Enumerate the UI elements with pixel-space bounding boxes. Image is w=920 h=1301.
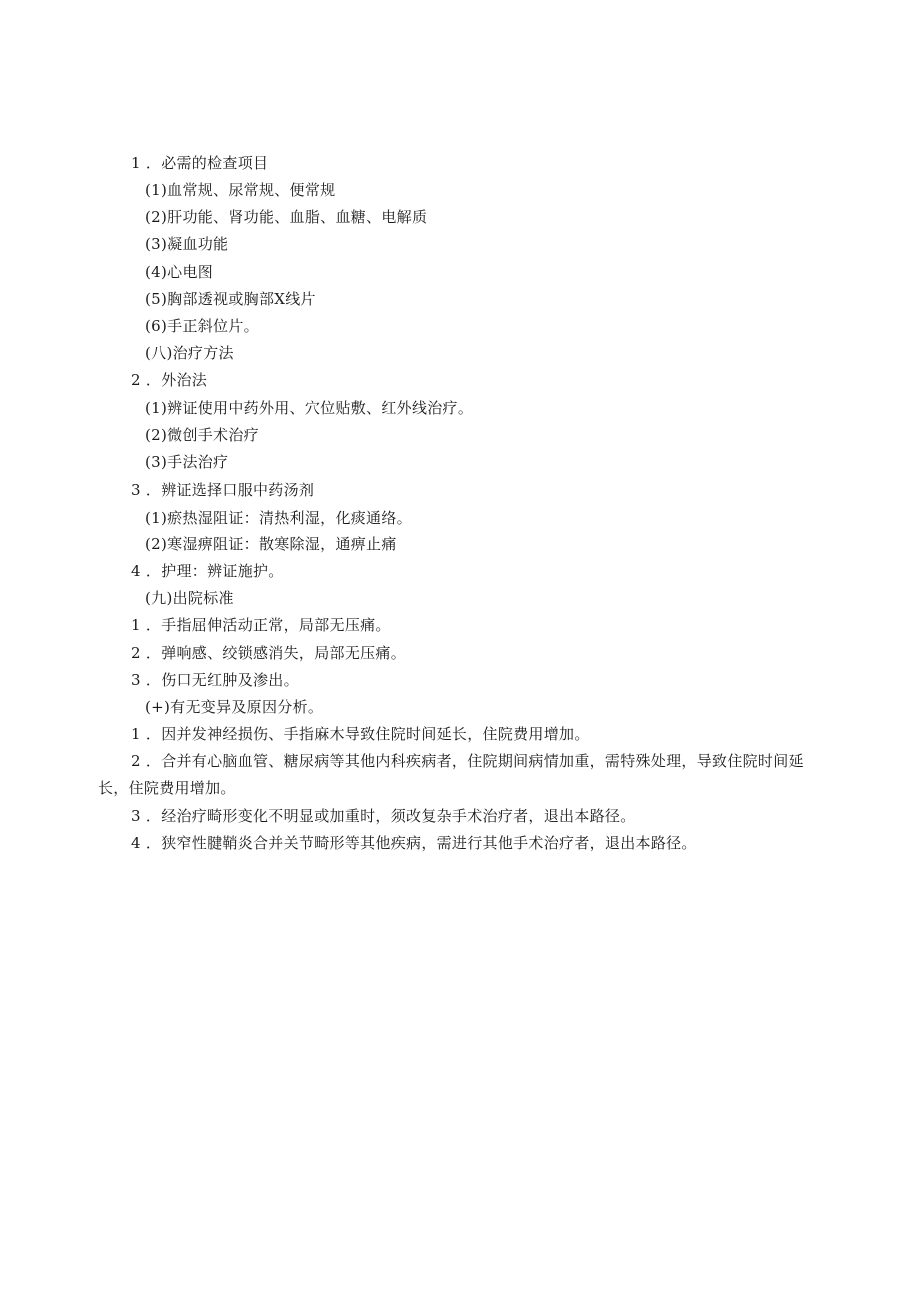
list-item: 1 ．手指屈伸活动正常，局部无压痛。 xyxy=(131,616,391,634)
list-item: 2 ．弹响感、绞锁感消失，局部无压痛。 xyxy=(131,644,407,662)
list-item: (1)瘀热湿阻证：清热利湿，化痰通络。 xyxy=(145,509,412,527)
section-heading-treatment: (八)治疗方法 xyxy=(145,344,234,362)
list-item: (6)手正斜位片。 xyxy=(145,317,259,335)
list-item: (2)微创手术治疗 xyxy=(145,426,259,444)
list-item: (2)寒湿痹阻证：散寒除湿，通痹止痛 xyxy=(145,535,397,553)
section-heading-external: 2 ．外治法 xyxy=(131,371,208,389)
list-item: (1)辨证使用中药外用、穴位贴敷、红外线治疗。 xyxy=(145,399,474,417)
list-item: 2 ．合并有心脑血管、糖尿病等其他内科疾病者，住院期间病情加重，需特殊处理，导致住院时间延长，住院费用增加。 xyxy=(98,752,804,797)
list-item: (4)心电图 xyxy=(145,263,214,281)
section-heading-nursing: 4 ．护理：辨证施护。 xyxy=(131,562,284,580)
list-item: (3)凝血功能 xyxy=(145,235,229,253)
section-heading-oral: 3 ．辨证选择口服中药汤剂 xyxy=(131,481,315,499)
section-heading-variation: (+)有无变异及原因分析。 xyxy=(145,698,324,716)
list-item: 3 ．经治疗畸形变化不明显或加重时，须改复杂手术治疗者，退出本路径。 xyxy=(131,807,636,825)
list-item: (1)血常规、尿常规、便常规 xyxy=(145,181,336,199)
list-item: (3)手法治疗 xyxy=(145,453,229,471)
list-item: (5)胸部透视或胸部X线片 xyxy=(145,290,316,308)
list-item: (2)肝功能、肾功能、血脂、血糖、电解质 xyxy=(145,208,428,226)
list-item: 4 ．狭窄性腱鞘炎合并关节畸形等其他疾病，需进行其他手术治疗者，退出本路径。 xyxy=(131,834,697,852)
section-heading-discharge: (九)出院标准 xyxy=(145,589,234,607)
list-item: 1 ．因并发神经损伤、手指麻木导致住院时间延长，住院费用增加。 xyxy=(131,725,590,743)
section-heading-required-tests: 1 ．必需的检查项目 xyxy=(131,154,269,172)
list-item: 3 ．伤口无红肿及渗出。 xyxy=(131,671,299,689)
